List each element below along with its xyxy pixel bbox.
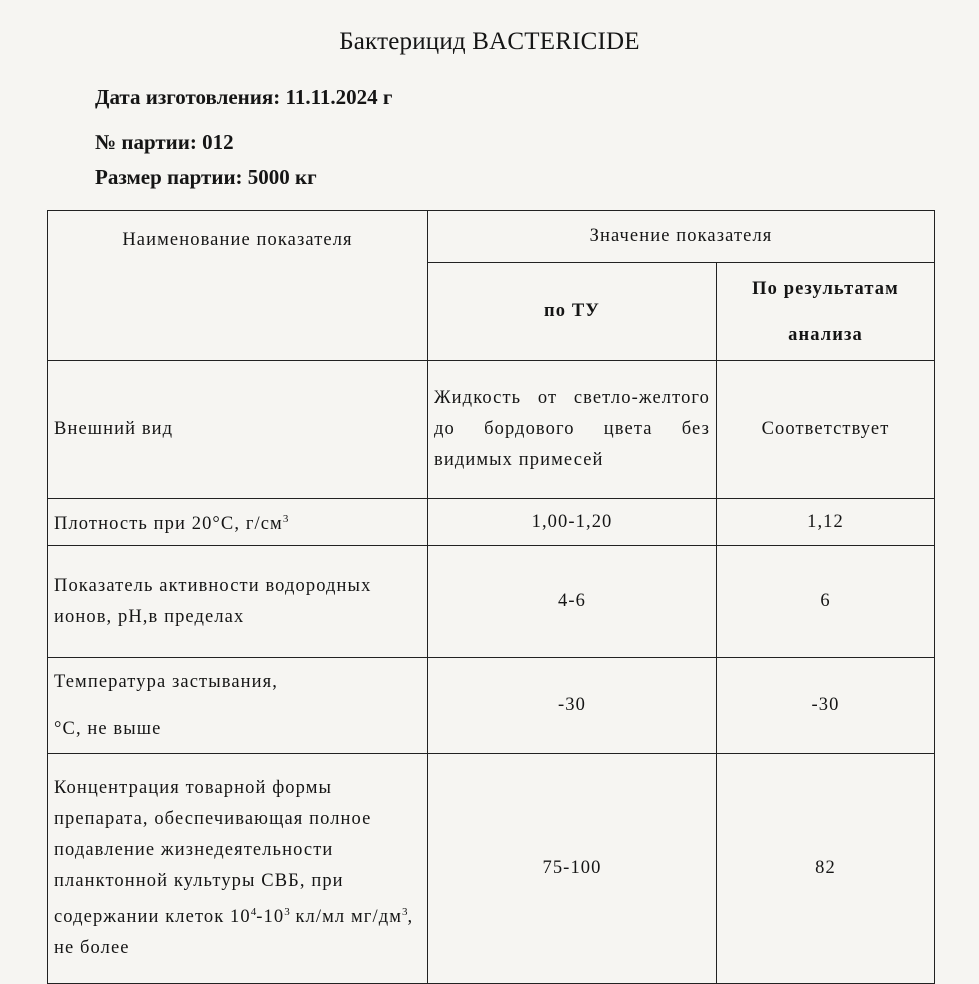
row-result-density: 1,12 [717, 499, 935, 546]
batch-number: № партии: 012 [95, 130, 234, 154]
header-indicator-name: Наименование показателя [48, 211, 428, 361]
row-spec-pour-point: -30 [428, 658, 717, 754]
header-by-analysis: По результатам анализа [717, 263, 935, 361]
concentration-sup-1: 4 [250, 906, 257, 918]
row-spec-concentration: 75-100 [428, 754, 717, 984]
header-row-top [48, 211, 935, 263]
pour-point-line2: °С, не выше [54, 718, 162, 739]
concentration-sup-3: 3 [402, 906, 408, 918]
row-spec-ph: 4-6 [428, 546, 717, 658]
density-label: Плотность при 20°С, г/см [54, 514, 283, 534]
row-result-ph: 6 [717, 546, 935, 658]
table-row [48, 546, 935, 658]
row-result-pour-point: -30 [717, 658, 935, 754]
header-by-spec: по ТУ [428, 263, 717, 361]
concentration-text-2: -10 [256, 907, 285, 927]
concentration-text-4: , не более [54, 907, 414, 958]
row-name-concentration [48, 754, 428, 984]
row-result-appearance: Соответствует [717, 361, 935, 499]
table-row [48, 361, 935, 499]
table-row [48, 499, 935, 546]
batch-size: Размер партии: 5000 кг [95, 165, 317, 189]
document-title: Бактерицид BACTERICIDE [339, 28, 640, 55]
manufacture-date: Дата изготовления: 11.11.2024 г [95, 85, 393, 109]
row-spec-appearance: Жидкость от светло-желтого до бордового цвета без видимых примесей [428, 361, 717, 499]
concentration-sup-2: 3 [284, 906, 290, 918]
pour-point-line1: Температура застывания, [54, 671, 278, 692]
table-row [48, 658, 935, 754]
header-value-group: Значение показателя [428, 211, 935, 263]
table-row [48, 754, 935, 984]
row-name-density [48, 499, 428, 546]
density-unit-sup: 3 [282, 513, 289, 525]
row-result-concentration: 82 [717, 754, 935, 984]
row-name-pour-point [48, 658, 428, 754]
spec-table [47, 210, 935, 984]
concentration-text-3: кл/мл мг/дм [289, 907, 403, 927]
row-name-ph: Показатель активности водородных ионов, pH,в пределах [48, 546, 428, 658]
row-name-appearance: Внешний вид [48, 361, 428, 499]
row-spec-density: 1,00-1,20 [428, 499, 717, 546]
concentration-text-1: Концентрация товарной формы препарата, обеспечивающая полное подавление жизнедеятельности планктонной культуры СВБ, при содержании клеток 10 [54, 778, 372, 927]
